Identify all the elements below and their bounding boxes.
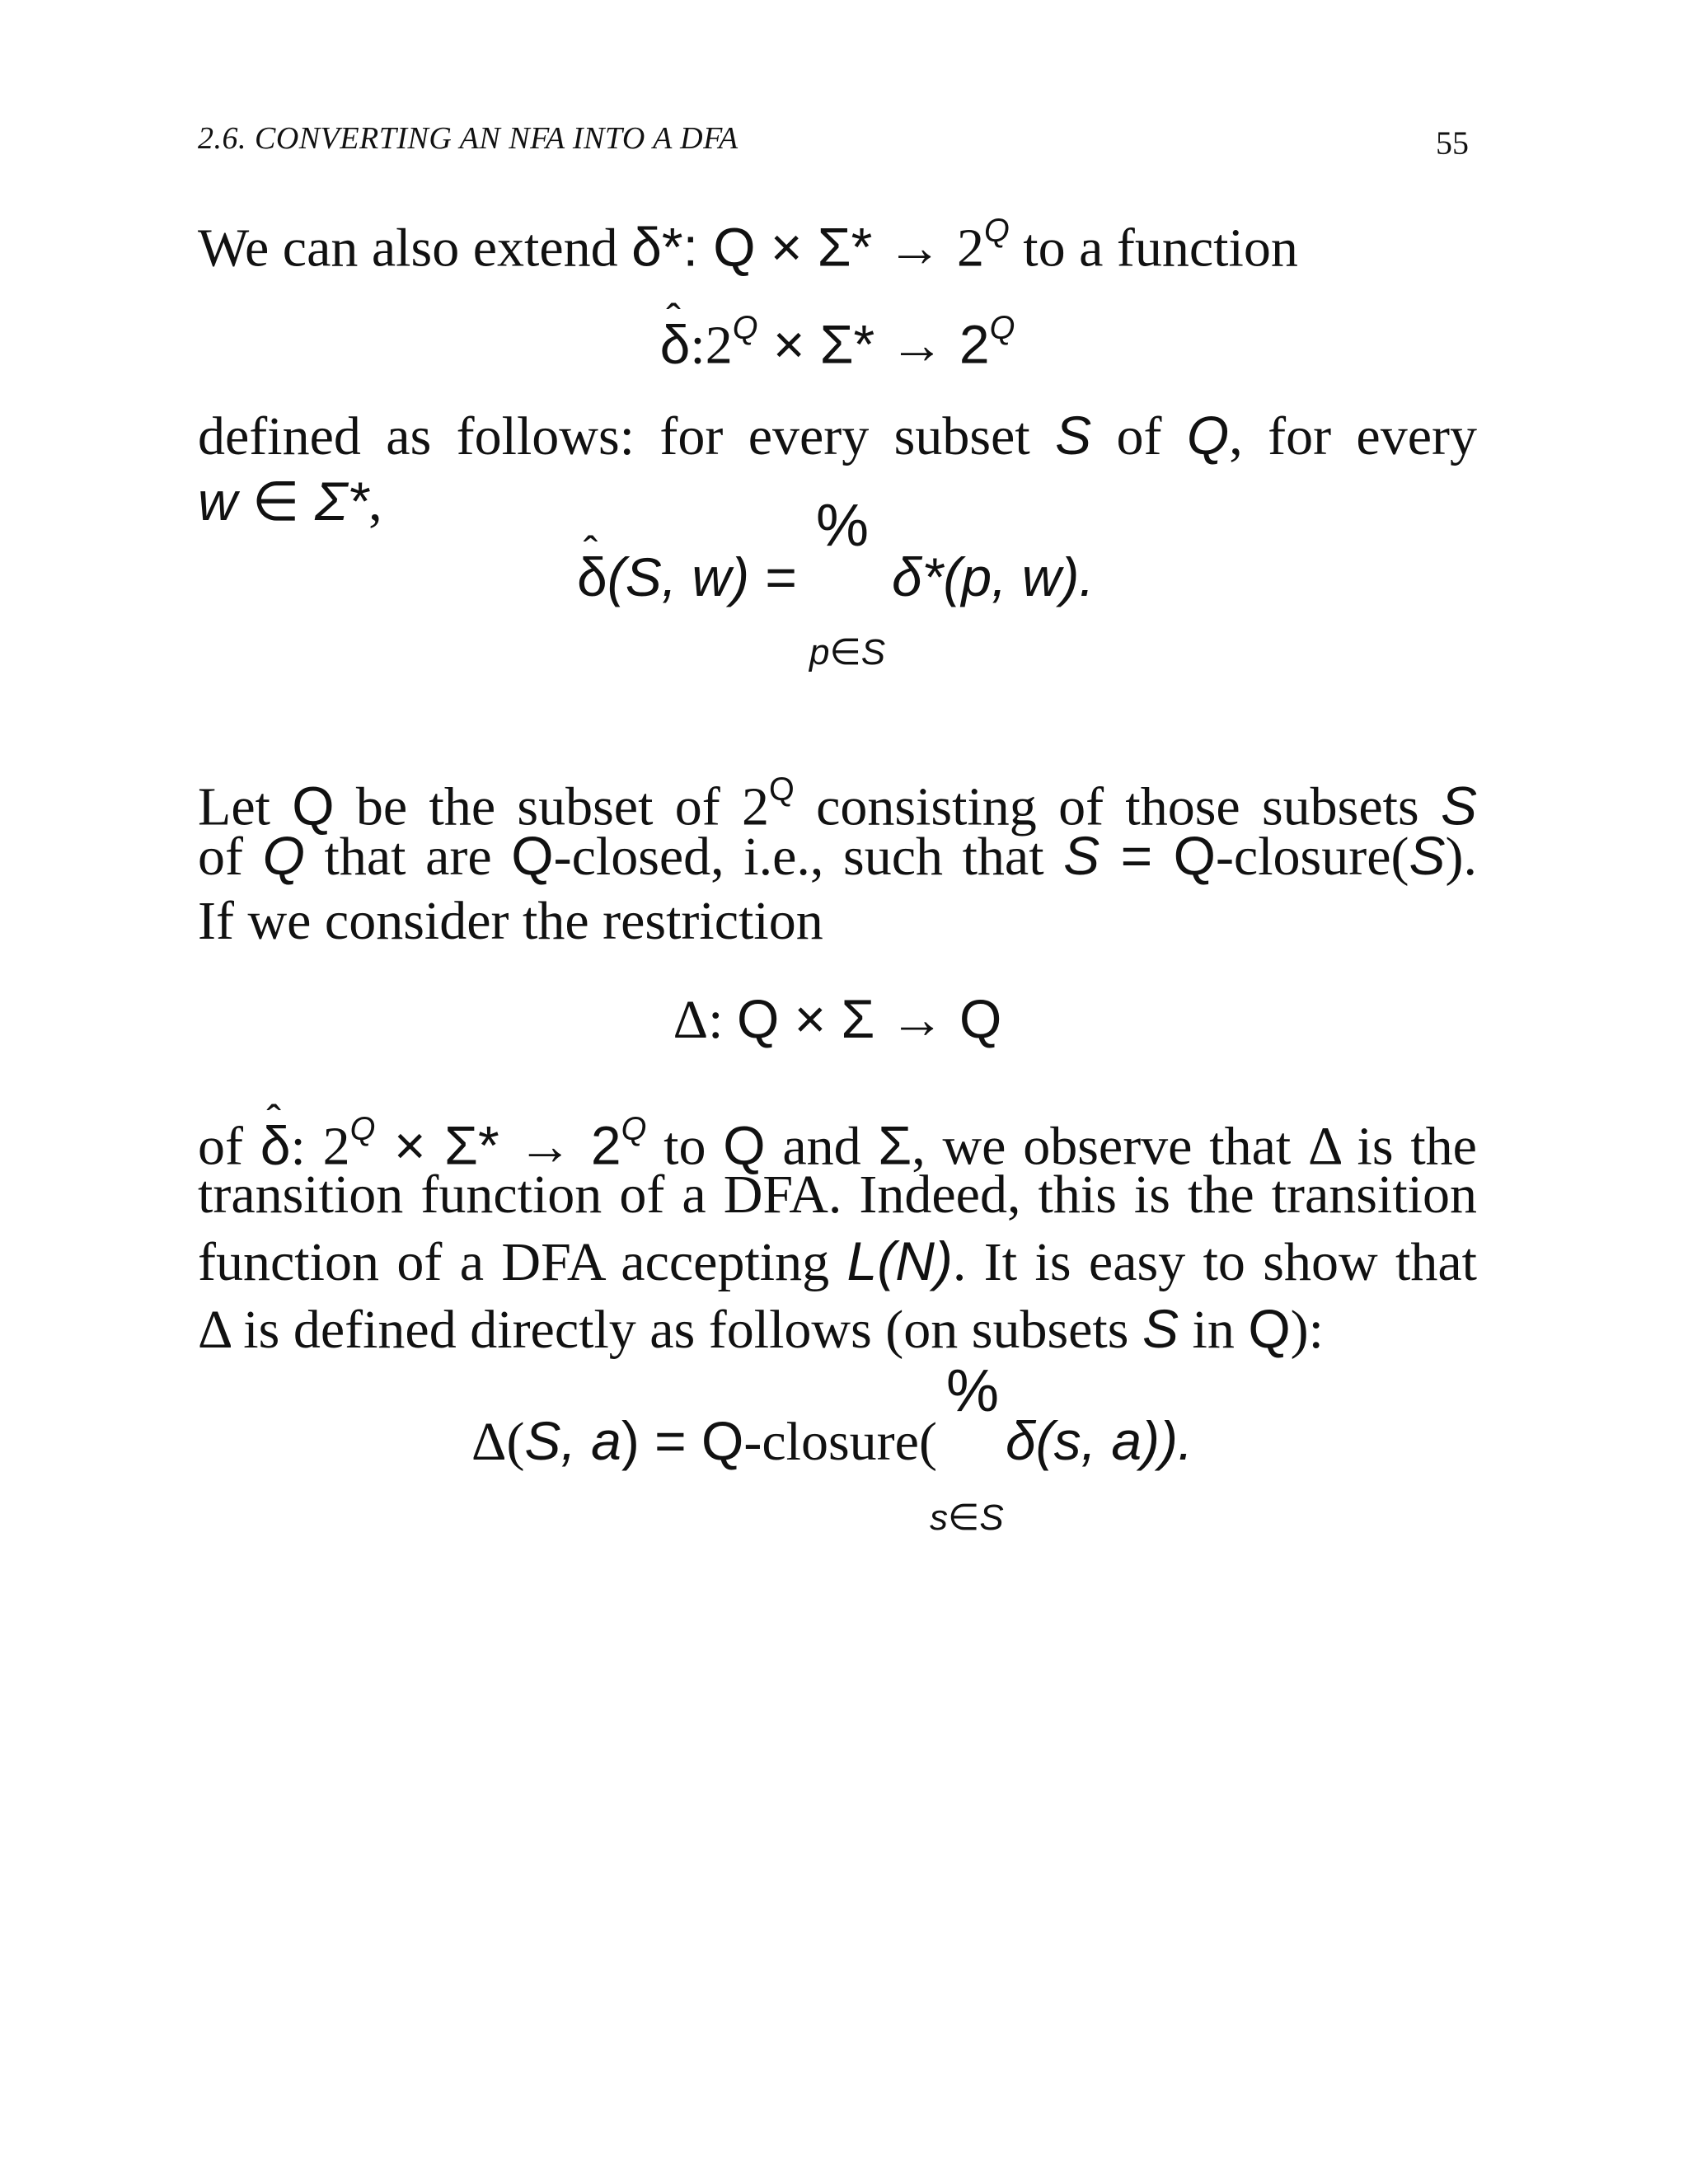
body-line-9 xyxy=(198,1228,1477,1296)
text-run: of xyxy=(1091,406,1187,466)
math-var: Q xyxy=(511,825,554,886)
union-index: p∈S xyxy=(809,632,886,673)
math-run: δ*: Q × Σ* → xyxy=(631,216,957,278)
text-run: to a function xyxy=(1009,218,1298,279)
text-run: Δ is defined directly as follows (on subsets xyxy=(198,1300,1142,1360)
text-run: in xyxy=(1178,1300,1249,1360)
union-operator: % xyxy=(816,493,870,559)
text-run: to xyxy=(646,1116,724,1177)
superscript: Q xyxy=(989,310,1015,346)
text-run: consisting of those subsets xyxy=(794,776,1441,837)
math-run: × Σ* → 2 xyxy=(375,1114,621,1176)
text-run: , for every xyxy=(1229,406,1477,466)
math-var: S xyxy=(1409,825,1446,886)
running-header: 2.6. CONVERTING AN NFA INTO A DFA xyxy=(198,121,738,156)
text-run: that are xyxy=(304,827,512,887)
math-var: S xyxy=(1055,405,1092,466)
superscript: Q xyxy=(983,213,1010,249)
math-run: Q × Σ → Q xyxy=(736,988,1002,1049)
math-var: Q xyxy=(292,775,335,837)
page-number: 55 xyxy=(1436,124,1469,162)
text-run: We can also extend xyxy=(198,218,632,279)
text-run: of xyxy=(198,1116,260,1177)
math-run: Δ: xyxy=(673,990,737,1050)
math-run: L(N) xyxy=(846,1230,953,1291)
text-run: defined as follows: for every subset xyxy=(198,406,1056,466)
math-var: Q xyxy=(701,1410,744,1471)
text-run: -closure( xyxy=(1215,827,1409,887)
equation-2-rhs: δ*(p, w). xyxy=(892,546,1095,607)
math-var: S xyxy=(1440,775,1478,837)
delta-hat: ˆ δ xyxy=(660,312,691,377)
union-operator: % xyxy=(946,1358,1000,1424)
text-run: Let xyxy=(198,776,293,837)
text-run: . It is easy to show that xyxy=(952,1232,1478,1292)
text-run: function of a DFA accepting xyxy=(198,1232,847,1292)
delta-hat: ˆ δ xyxy=(260,1113,291,1179)
text-run: , we observe that Δ is the xyxy=(912,1116,1477,1177)
superscript: Q xyxy=(732,310,758,346)
math-run: :2 xyxy=(690,315,733,376)
math-var: Q xyxy=(1173,825,1216,886)
text-run: of xyxy=(198,827,263,887)
body-line-3 xyxy=(198,468,382,536)
body-line-6: If we consider the restriction xyxy=(198,891,823,951)
text-run: ): xyxy=(1290,1300,1324,1360)
math-run: = xyxy=(1100,825,1174,886)
equation-2 xyxy=(577,544,796,610)
superscript: Q xyxy=(769,771,795,808)
math-var: S xyxy=(1063,825,1100,886)
math-var: Q xyxy=(262,825,305,886)
superscript: Q xyxy=(349,1111,376,1147)
delta-hat: ˆ δ xyxy=(577,544,607,610)
body-line-10 xyxy=(198,1296,1324,1363)
equation-3 xyxy=(198,986,1477,1053)
text-run: 2 xyxy=(956,218,984,279)
math-run: ) = xyxy=(621,1410,702,1471)
math-run: S, a xyxy=(524,1410,621,1471)
math-run: (S, w) = xyxy=(607,546,796,607)
text-run: ). xyxy=(1445,827,1477,887)
text-run: -closed, i.e., such that xyxy=(553,827,1064,887)
equation-4-rhs: δ(s, a)). xyxy=(1006,1410,1193,1471)
text-run: -closure( xyxy=(743,1412,937,1472)
text-run: and xyxy=(765,1116,879,1177)
equation-4 xyxy=(471,1408,937,1475)
math-run: × Σ* → 2 xyxy=(757,313,990,375)
union-index: s∈S xyxy=(930,1497,1004,1538)
math-var: Q xyxy=(1248,1298,1291,1359)
text-run: , xyxy=(368,472,382,532)
body-line-1 xyxy=(198,198,1298,282)
text-run: : 2 xyxy=(290,1116,350,1177)
math-var: S xyxy=(1142,1298,1179,1359)
body-line-2 xyxy=(198,402,1477,470)
body-line-5 xyxy=(198,823,1477,890)
text-run: be the subset of 2 xyxy=(334,776,770,837)
math-var: Q xyxy=(723,1114,766,1176)
equation-1 xyxy=(198,295,1477,379)
superscript: Q xyxy=(621,1111,647,1147)
math-var: Q xyxy=(1186,405,1230,466)
math-run: Δ( xyxy=(471,1412,525,1472)
body-line-8: transition function of a DFA. Indeed, this is the transition xyxy=(198,1165,1477,1225)
math-var: Σ xyxy=(878,1114,912,1176)
math-run: w ∈ Σ* xyxy=(198,471,369,532)
